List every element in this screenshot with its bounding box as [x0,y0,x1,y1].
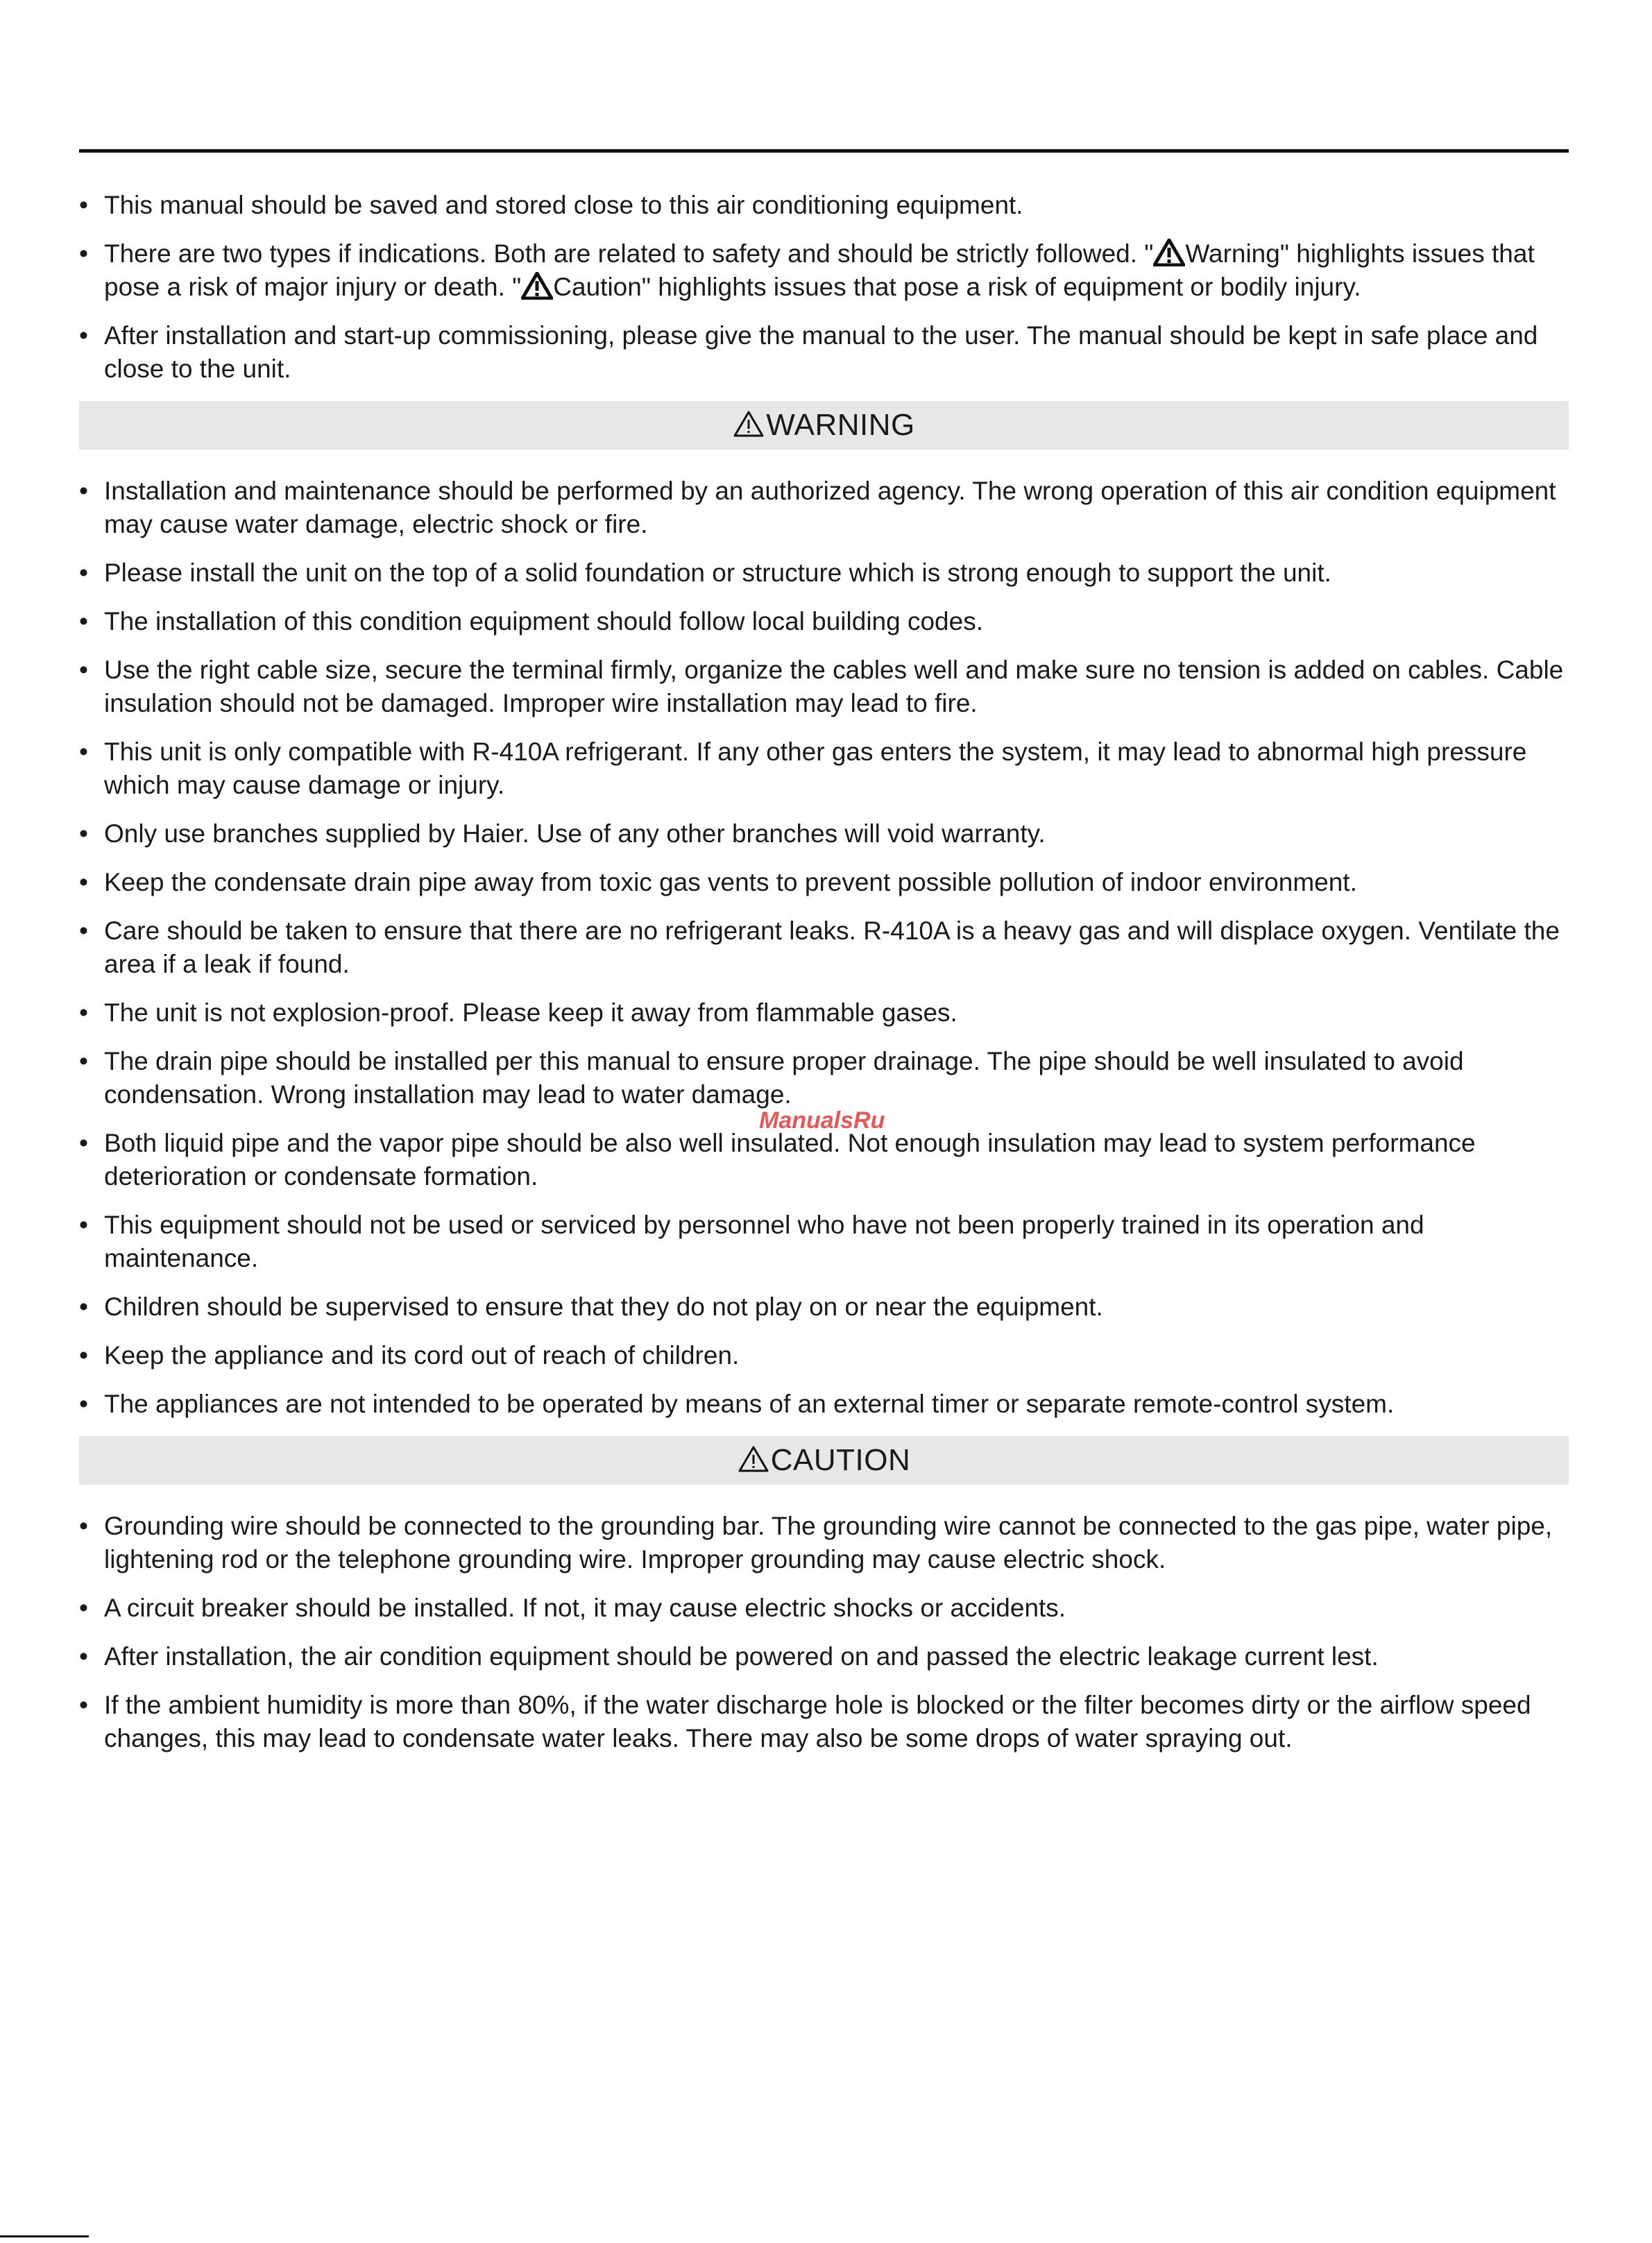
bullet: • [79,558,88,587]
warning-triangle-outline-icon [738,1445,769,1473]
bullet: • [79,239,88,268]
warning-item-text: This unit is only compatible with R-410A refrigerant. If any other gas enters the system, it may lead to abnormal high pressure which may cause damage or injury. [104,737,1527,799]
bullet: • [79,868,88,896]
top-rule [79,149,1569,153]
bullet: • [79,1129,88,1157]
bullet: • [79,477,88,505]
warning-triangle-solid-icon [521,272,553,300]
caution-item-text: A circuit breaker should be installed. If not, it may cause electric shocks or accidents. [104,1594,1066,1622]
warning-item-text: Use the right cable size, secure the terminal firmly, organize the cables well and make sure no tension is added on cables. Cable insulation should not be damaged. Improper wire installation may lead to fire. [104,656,1564,717]
list-item [79,817,1569,851]
bullet: • [79,1390,88,1418]
bullet: • [79,737,88,766]
list-item [79,1510,1569,1576]
bullet: • [79,191,88,219]
warning-item-text: The appliances are not intended to be operated by means of an external timer or separate remote-control system. [104,1390,1395,1418]
warning-item-text: Only use branches supplied by Haier. Use of any other branches will void warranty. [104,819,1046,848]
list-item [79,654,1569,720]
intro-list [79,189,1569,386]
warning-item-text: This equipment should not be used or serviced by personnel who have not been properly trained in its operation and maintenance. [104,1211,1424,1272]
caution-item-text: After installation, the air condition equipment should be powered on and passed the electric leakage current lest. [104,1642,1379,1671]
list-item [79,735,1569,802]
warning-section-header [79,401,1569,450]
caution-item-text: Grounding wire should be connected to the grounding bar. The grounding wire cannot be connected to the gas pipe, water pipe, lightening rod or the telephone grounding wire. Improper grounding may cause electric shock. [104,1512,1553,1573]
bullet: • [79,998,88,1027]
list-item [79,1290,1569,1324]
warning-item-text: The installation of this condition equipment should follow local building codes. [104,607,983,636]
bullet: • [79,1642,88,1671]
warning-item-text: Keep the appliance and its cord out of reach of children. [104,1341,740,1370]
list-item [79,605,1569,638]
warning-triangle-outline-icon [733,410,765,438]
list-item [79,237,1569,304]
bullet: • [79,1594,88,1622]
caution-list [79,1510,1569,1755]
list-item [79,1127,1569,1193]
warning-item-text: Keep the condensate drain pipe away from toxic gas vents to prevent possible pollution of indoor environment. [104,868,1357,896]
warning-item-text: Installation and maintenance should be performed by an authorized agency. The wrong operation of this air condition equipment may cause water damage, electric shock or fire. [104,477,1556,538]
list-item [79,1388,1569,1421]
intro-item-text: This manual should be saved and stored close to this air conditioning equipment. [104,191,1023,219]
caution-item-text: If the ambient humidity is more than 80%, if the water discharge hole is blocked or the filter becomes dirty or the airflow speed changes, this may lead to condensate water leaks. There may also be some drops of water spraying out. [104,1691,1531,1752]
caution-title: CAUTION [770,1443,911,1477]
bullet: • [79,1293,88,1321]
bullet: • [79,607,88,636]
bullet: • [79,1512,88,1540]
list-item [79,319,1569,386]
bullet: • [79,656,88,684]
warning-list [79,475,1569,1421]
footer-rule [0,2235,89,2237]
list-item [79,1045,1569,1111]
warning-triangle-solid-icon [1153,239,1185,266]
intro-item-text-part: Warning" highlights issues that pose a risk of major injury or death. " [104,239,1535,301]
list-item [79,1640,1569,1673]
list-item [79,996,1569,1030]
warning-item-text: The drain pipe should be installed per this manual to ensure proper drainage. The pipe should be well insulated to avoid condensation. Wrong installation may lead to water damage. [104,1047,1464,1109]
intro-item-text-part: There are two types if indications. Both are related to safety and should be strictly followed. " [104,239,1154,268]
intro-item-text: After installation and start-up commissioning, please give the manual to the user. The manual should be kept in safe place and close to the unit. [104,321,1538,383]
intro-item-text-part: Caution" highlights issues that pose a risk of equipment or bodily injury. [553,273,1361,301]
bullet: • [79,1047,88,1075]
list-item [79,189,1569,222]
bullet: • [79,1211,88,1239]
manual-page-content [79,189,1569,1771]
warning-item-text: Both liquid pipe and the vapor pipe should be also well insulated. Not enough insulation may lead to system performance deterioration or condensate formation. [104,1129,1476,1191]
caution-section-header [79,1436,1569,1485]
list-item [79,1689,1569,1755]
list-item [79,1592,1569,1625]
list-item [79,866,1569,899]
bullet: • [79,321,88,350]
watermark: ManualsRu [759,1107,885,1134]
bullet: • [79,916,88,945]
bullet: • [79,1341,88,1370]
warning-item-text: Please install the unit on the top of a solid foundation or structure which is strong enough to support the unit. [104,558,1331,587]
warning-item-text: Children should be supervised to ensure that they do not play on or near the equipment. [104,1293,1103,1321]
list-item [79,556,1569,590]
bullet: • [79,1691,88,1719]
warning-title: WARNING [766,408,915,442]
list-item [79,475,1569,541]
list-item [79,1339,1569,1372]
list-item [79,914,1569,981]
list-item [79,1209,1569,1275]
warning-item-text: The unit is not explosion-proof. Please keep it away from flammable gases. [104,998,957,1027]
warning-item-text: Care should be taken to ensure that there are no refrigerant leaks. R-410A is a heavy gas and will displace oxygen. Ventilate the area if a leak if found. [104,916,1560,978]
bullet: • [79,819,88,848]
